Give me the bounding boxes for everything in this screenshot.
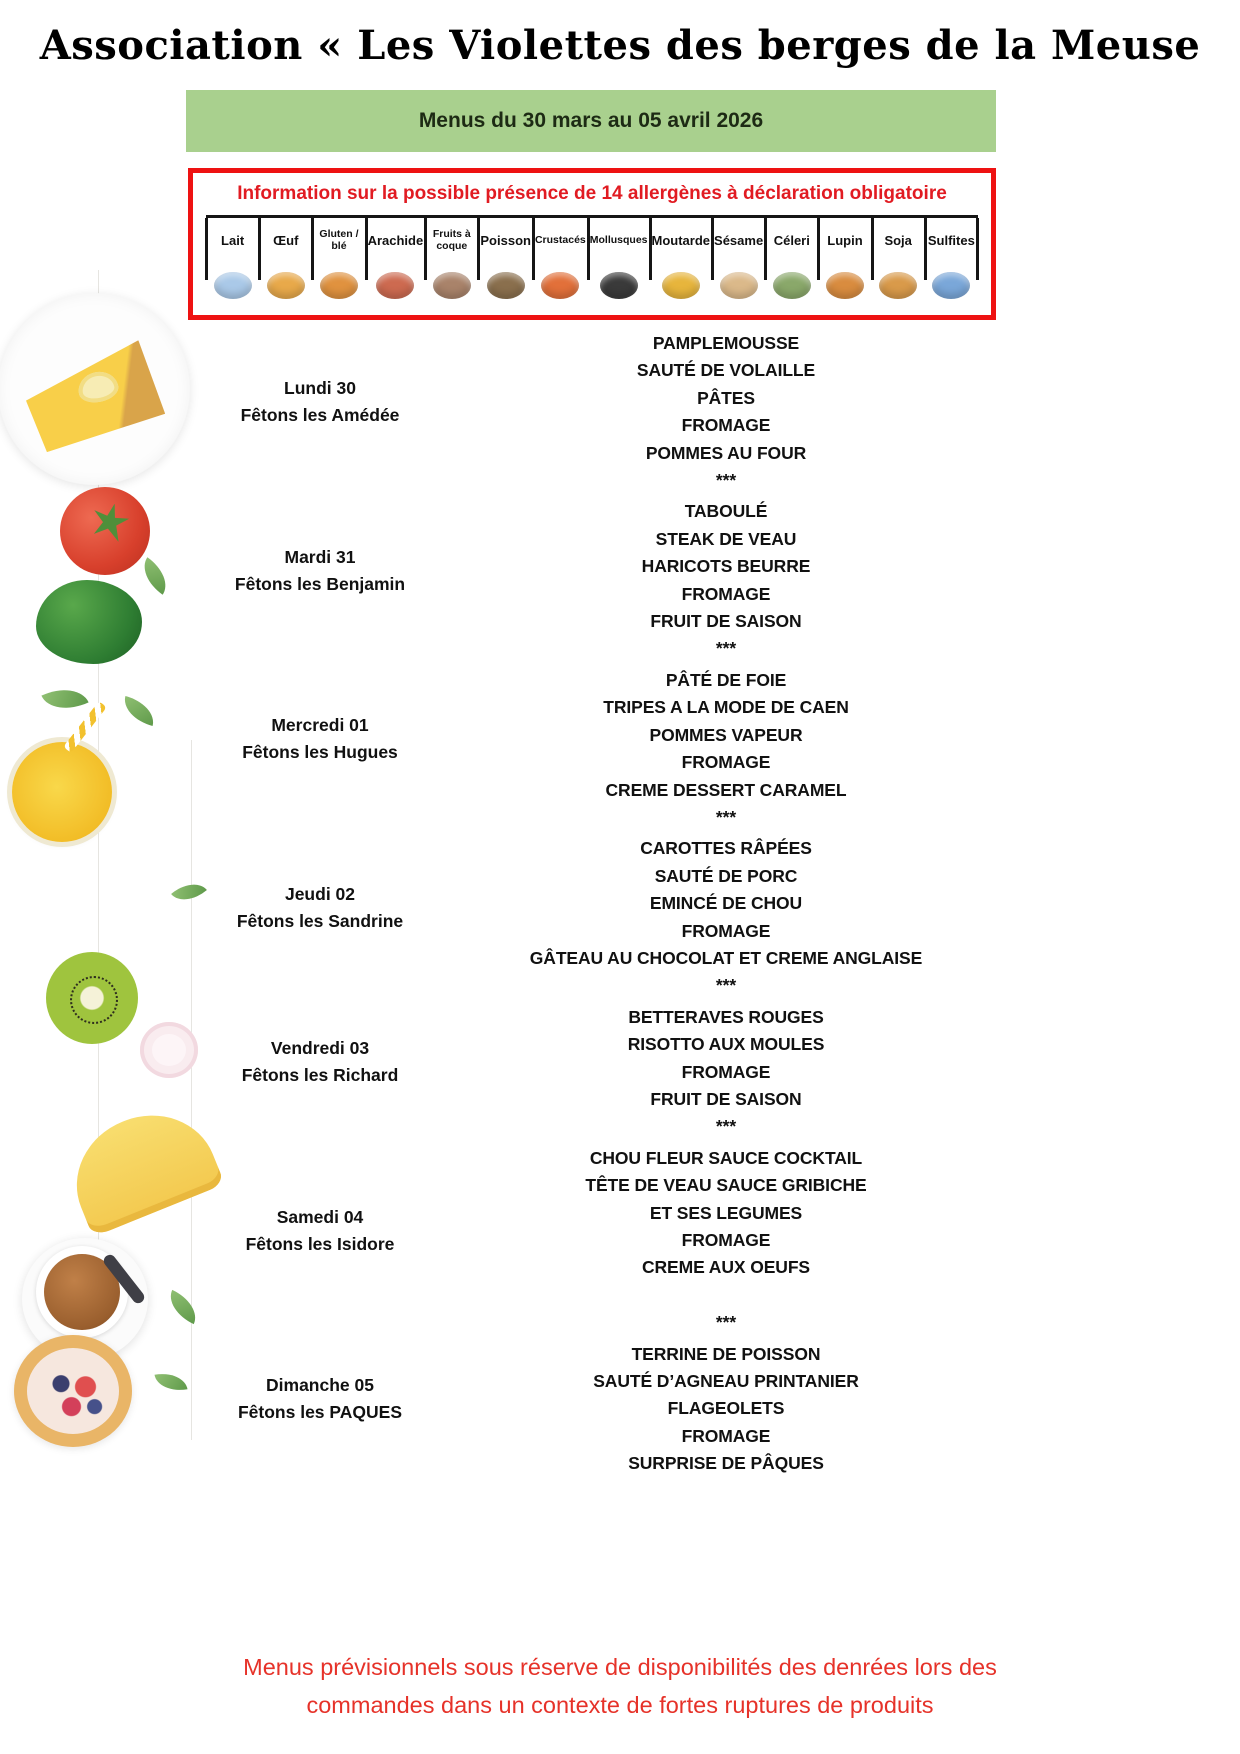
menu-dish: STEAK DE VEAU xyxy=(655,528,797,549)
green-pepper-image xyxy=(36,580,142,664)
banner-text: Menus du 30 mars au 05 avril 2026 xyxy=(418,109,764,132)
allergen-label: Fruits à coque xyxy=(432,228,471,252)
allergen-label: Soja xyxy=(884,232,912,248)
allergen-column xyxy=(425,218,478,303)
menu-dish: TÊTE DE VEAU SAUCE GRIBICHE xyxy=(585,1175,867,1196)
peanut-icon xyxy=(376,272,414,299)
day-name: Dimanche 05 xyxy=(266,1375,374,1396)
menu-dish: GÂTEAU AU CHOCOLAT ET CREME ANGLAISE xyxy=(529,947,923,968)
menu-items xyxy=(440,667,1012,831)
day-saint-label: Fêtons les Isidore xyxy=(245,1233,395,1254)
kiwi-seeds-image xyxy=(70,976,118,1024)
menu-gap xyxy=(440,1282,1012,1309)
sesame-icon xyxy=(720,272,758,299)
day-name: Samedi 04 xyxy=(276,1206,364,1227)
allergen-label: Sulfites xyxy=(927,232,975,248)
allergen-column xyxy=(588,218,650,303)
day-menu-block xyxy=(200,498,1012,662)
leaf-image xyxy=(135,557,175,595)
allergen-label: Poisson xyxy=(480,232,531,248)
menu-separator: *** xyxy=(715,470,737,491)
day-menu-block xyxy=(200,835,1012,999)
allergen-column xyxy=(478,218,533,303)
menu-items xyxy=(440,330,1012,494)
kiwi-image xyxy=(46,952,138,1044)
allergen-heading: Information sur la possible présence de 14 allergènes à déclaration obligatoire xyxy=(237,183,947,204)
allergen-column xyxy=(206,218,259,303)
orange-juice-image xyxy=(12,742,112,842)
saucer-image xyxy=(22,1238,148,1360)
day-menu-block xyxy=(200,1341,1012,1478)
menu-dish: SURPRISE DE PÂQUES xyxy=(628,1453,824,1474)
allergen-label: Arachide xyxy=(367,232,424,248)
milk-icon xyxy=(214,272,252,299)
day-name: Mardi 31 xyxy=(284,546,356,567)
leaf-image xyxy=(154,1370,187,1395)
leaf-image xyxy=(163,1290,203,1324)
menu-items xyxy=(440,1004,1012,1141)
page-title: Association « Les Violettes des berges de la Meuse xyxy=(39,22,1201,69)
day-menu-block xyxy=(200,1145,1012,1337)
shrimp-icon xyxy=(541,272,579,299)
menu-separator: *** xyxy=(715,975,737,996)
mussel-icon xyxy=(600,272,638,299)
leaf-image xyxy=(41,679,88,719)
menu-dish: POMMES AU FOUR xyxy=(645,442,807,463)
day-name: Lundi 30 xyxy=(284,378,356,399)
lupin-icon xyxy=(826,272,864,299)
menu-dish: CAROTTES RÂPÉES xyxy=(640,838,812,859)
menu-banner xyxy=(186,90,996,152)
food-photo-strip xyxy=(0,0,220,1754)
menu-separator: *** xyxy=(715,1116,737,1137)
berries-image xyxy=(40,1362,110,1424)
espresso-image xyxy=(44,1254,120,1330)
menu-dish: EMINCÉ DE CHOU xyxy=(649,893,803,914)
table-plank-line xyxy=(98,270,99,1430)
menu-dish: SAUTÉ D’AGNEAU PRINTANIER xyxy=(593,1371,859,1392)
coffee-cup-image xyxy=(36,1246,128,1338)
day-saint-label: Fêtons les Richard xyxy=(241,1065,399,1086)
menu-items xyxy=(440,1145,1012,1337)
day-name: Jeudi 02 xyxy=(284,883,356,904)
sulfites-icon xyxy=(932,272,970,299)
leaf-image xyxy=(120,696,159,726)
menu-dish: CREME AUX OEUFS xyxy=(641,1257,810,1278)
plate-image xyxy=(0,293,190,485)
menu-dish: FLAGEOLETS xyxy=(667,1398,785,1419)
fish-icon xyxy=(487,272,525,299)
menu-dish: SAUTÉ DE VOLAILLE xyxy=(636,360,816,381)
spoon-image xyxy=(101,1252,146,1305)
menu-separator: *** xyxy=(715,638,737,659)
menu-dish: CREME DESSERT CARAMEL xyxy=(605,779,847,800)
allergen-column xyxy=(650,218,713,303)
tomato-image xyxy=(60,487,150,575)
allergen-column xyxy=(259,218,312,303)
footer-note: Menus prévisionnels sous réserve de disponibilités des denrées lors des commandes dans un contexte de fortes ruptures de produits xyxy=(243,1653,997,1718)
menu-dish: FROMAGE xyxy=(681,1061,771,1082)
day-saint-label: Fêtons les Benjamin xyxy=(234,573,406,594)
day-saint-label: Fêtons les Amédée xyxy=(240,405,400,426)
menu-dish: FROMAGE xyxy=(681,583,771,604)
menu-items xyxy=(440,1341,1012,1478)
menu-dish: ET SES LEGUMES xyxy=(649,1202,803,1223)
allergen-label: Lait xyxy=(221,232,245,248)
allergen-label: Lupin xyxy=(827,232,863,248)
menu-dish: FROMAGE xyxy=(681,1425,771,1446)
menu-dish: FROMAGE xyxy=(681,920,771,941)
allergen-column xyxy=(925,218,978,303)
day-saint-label: Fêtons les Sandrine xyxy=(236,910,404,931)
menu-dish: PÂTES xyxy=(697,387,755,408)
allergen-box xyxy=(188,168,996,320)
soy-icon xyxy=(879,272,917,299)
day-saint-label: Fêtons les Hugues xyxy=(242,742,398,763)
menu-items xyxy=(440,498,1012,662)
menu-dish: TRIPES A LA MODE DE CAEN xyxy=(603,697,849,718)
menu-dish: HARICOTS BEURRE xyxy=(641,556,811,577)
menu-dish: SAUTÉ DE PORC xyxy=(654,865,798,886)
allergen-column xyxy=(366,218,426,303)
allergen-label: Gluten / blé xyxy=(319,228,359,252)
wheat-icon xyxy=(320,272,358,299)
allergen-label: Sésame xyxy=(714,232,764,248)
menu-separator: *** xyxy=(715,1312,737,1333)
celery-icon xyxy=(773,272,811,299)
allergen-label: Crustacés xyxy=(534,234,586,247)
allergen-column xyxy=(312,218,365,303)
berry-tart-image xyxy=(14,1335,132,1447)
allergen-label: Moutarde xyxy=(651,232,711,248)
table-plank-line xyxy=(191,740,192,1440)
day-menu-block xyxy=(200,1004,1012,1141)
day-name: Mercredi 01 xyxy=(271,715,369,736)
allergen-label: Céleri xyxy=(773,232,810,248)
menu-dish: FRUIT DE SAISON xyxy=(650,611,802,632)
menu-dish: PÂTÉ DE FOIE xyxy=(665,669,787,690)
egg-icon xyxy=(267,272,305,299)
treenut-icon xyxy=(433,272,471,299)
lemon-slice-image xyxy=(75,368,120,406)
allergen-column xyxy=(765,218,818,303)
day-menu-block xyxy=(200,330,1012,494)
menu-dish: BETTERAVES ROUGES xyxy=(628,1006,824,1027)
menu-dish: FROMAGE xyxy=(681,1230,771,1250)
day-name: Vendredi 03 xyxy=(270,1038,370,1059)
menu-dish: TERRINE DE POISSON xyxy=(631,1343,821,1364)
onion-slice-image xyxy=(140,1022,198,1078)
menu-dish: POMMES VAPEUR xyxy=(649,724,803,745)
day-menu-block xyxy=(200,667,1012,831)
menu-dish: CHOU FLEUR SAUCE COCKTAIL xyxy=(589,1147,863,1168)
allergen-column xyxy=(712,218,765,303)
tomato-stem-image xyxy=(88,499,132,543)
menu-dish: FRUIT DE SAISON xyxy=(650,1088,802,1109)
allergen-column xyxy=(818,218,871,303)
allergen-column xyxy=(872,218,925,303)
allergen-table xyxy=(206,215,978,303)
menu-dish: FROMAGE xyxy=(681,752,771,773)
menu-dish: PAMPLEMOUSSE xyxy=(652,333,800,353)
lemon-tart-image xyxy=(20,338,168,454)
straw-image xyxy=(63,701,107,753)
menu-dish: FROMAGE xyxy=(681,415,771,436)
allergen-column xyxy=(533,218,588,303)
allergen-label: Mollusques xyxy=(589,234,648,247)
mustard-icon xyxy=(662,272,700,299)
weekly-menus xyxy=(200,330,1012,1478)
allergen-label: Œuf xyxy=(273,232,299,248)
menu-separator: *** xyxy=(715,806,737,827)
menu-dish: RISOTTO AUX MOULES xyxy=(627,1034,825,1055)
day-saint-label: Fêtons les PAQUES xyxy=(237,1402,403,1423)
menu-items xyxy=(440,835,1012,999)
menu-dish: TABOULÉ xyxy=(684,501,768,522)
